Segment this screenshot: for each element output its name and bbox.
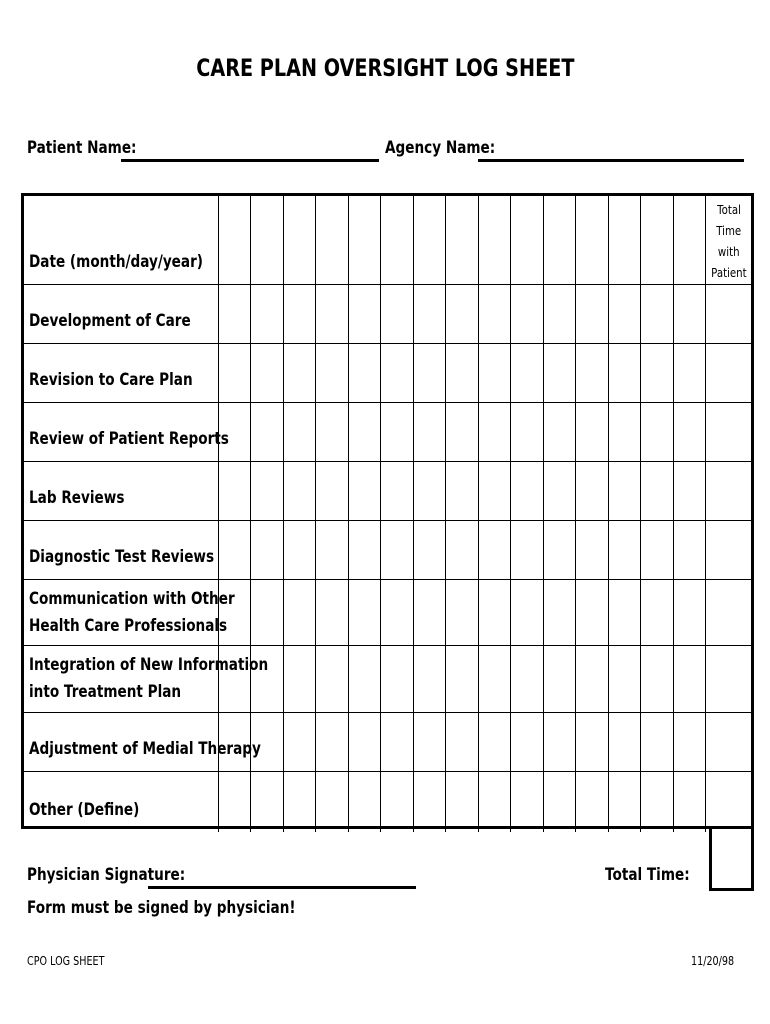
entry-cell[interactable]	[641, 646, 674, 713]
date-cell[interactable]	[478, 196, 511, 285]
entry-cell[interactable]	[608, 521, 641, 580]
agency-name-field[interactable]	[478, 159, 744, 162]
total-time-cell[interactable]	[706, 403, 751, 462]
entry-cell[interactable]	[608, 285, 641, 344]
entry-cell[interactable]	[316, 580, 349, 646]
entry-cell[interactable]	[543, 521, 576, 580]
entry-cell[interactable]	[413, 285, 446, 344]
entry-cell[interactable]	[478, 646, 511, 713]
entry-cell[interactable]	[381, 646, 414, 713]
entry-cell[interactable]	[316, 403, 349, 462]
entry-cell[interactable]	[543, 462, 576, 521]
entry-cell[interactable]	[446, 344, 479, 403]
entry-cell[interactable]	[478, 580, 511, 646]
entry-cell[interactable]	[641, 580, 674, 646]
entry-cell[interactable]	[641, 285, 674, 344]
entry-cell[interactable]	[348, 646, 381, 713]
entry-cell[interactable]	[316, 285, 349, 344]
entry-cell[interactable]	[478, 285, 511, 344]
entry-cell[interactable]	[673, 646, 706, 713]
entry-cell[interactable]	[673, 344, 706, 403]
entry-cell[interactable]	[576, 285, 609, 344]
table-row	[24, 772, 751, 832]
entry-cell[interactable]	[641, 713, 674, 772]
date-cell[interactable]	[413, 196, 446, 285]
table-row	[24, 344, 751, 403]
total-time-cell[interactable]	[706, 772, 751, 832]
entry-cell[interactable]	[576, 772, 609, 832]
row-label: Adjustment of Medial Therapy	[24, 713, 218, 772]
row-label: Development of Care	[24, 285, 218, 344]
entry-cell[interactable]	[283, 772, 316, 832]
entry-cell[interactable]	[381, 772, 414, 832]
total-time-cell[interactable]	[706, 462, 751, 521]
entry-cell[interactable]	[478, 344, 511, 403]
entry-cell[interactable]	[413, 580, 446, 646]
entry-cell[interactable]	[283, 646, 316, 713]
entry-cell[interactable]	[673, 462, 706, 521]
entry-cell[interactable]	[381, 580, 414, 646]
entry-cell[interactable]	[316, 521, 349, 580]
row-label: Revision to Care Plan	[24, 344, 218, 403]
entry-cell[interactable]	[218, 462, 251, 521]
entry-cell[interactable]	[413, 462, 446, 521]
entry-cell[interactable]	[478, 772, 511, 832]
entry-cell[interactable]	[511, 713, 544, 772]
entry-cell[interactable]	[381, 521, 414, 580]
entry-cell[interactable]	[673, 521, 706, 580]
page-title: CARE PLAN OVERSIGHT LOG SHEET	[195, 54, 575, 82]
entry-cell[interactable]	[381, 462, 414, 521]
table-row	[24, 285, 751, 344]
entry-cell[interactable]	[251, 772, 284, 832]
entry-cell[interactable]	[576, 646, 609, 713]
entry-cell[interactable]	[316, 646, 349, 713]
entry-cell[interactable]	[478, 403, 511, 462]
entry-cell[interactable]	[673, 285, 706, 344]
table-row	[24, 196, 751, 285]
entry-cell[interactable]	[446, 713, 479, 772]
date-cell[interactable]	[283, 196, 316, 285]
entry-cell[interactable]	[251, 462, 284, 521]
entry-cell[interactable]	[543, 772, 576, 832]
entry-cell[interactable]	[543, 344, 576, 403]
entry-cell[interactable]	[348, 772, 381, 832]
entry-cell[interactable]	[608, 403, 641, 462]
entry-cell[interactable]	[446, 462, 479, 521]
entry-cell[interactable]	[251, 521, 284, 580]
entry-cell[interactable]	[608, 713, 641, 772]
row-label: Lab Reviews	[24, 462, 218, 521]
entry-cell[interactable]	[381, 403, 414, 462]
date-cell[interactable]	[608, 196, 641, 285]
entry-cell[interactable]	[316, 344, 349, 403]
entry-cell[interactable]	[251, 344, 284, 403]
entry-cell[interactable]	[283, 580, 316, 646]
entry-cell[interactable]	[673, 713, 706, 772]
date-cell[interactable]	[381, 196, 414, 285]
entry-cell[interactable]	[511, 580, 544, 646]
entry-cell[interactable]	[316, 713, 349, 772]
log-grid	[21, 193, 754, 829]
entry-cell[interactable]	[446, 646, 479, 713]
total-time-cell[interactable]	[706, 713, 751, 772]
row-label: Date (month/day/year)	[24, 196, 218, 285]
entry-cell[interactable]	[446, 772, 479, 832]
entry-cell[interactable]	[641, 772, 674, 832]
entry-cell[interactable]	[511, 462, 544, 521]
entry-cell[interactable]	[348, 713, 381, 772]
entry-cell[interactable]	[641, 344, 674, 403]
signature-note: Form must be signed by physician!	[27, 898, 296, 918]
row-label: Diagnostic Test Reviews	[24, 521, 218, 580]
entry-cell[interactable]	[251, 285, 284, 344]
log-table	[24, 196, 751, 832]
entry-cell[interactable]	[283, 344, 316, 403]
entry-cell[interactable]	[673, 580, 706, 646]
row-label: Other (Define)	[24, 772, 218, 832]
entry-cell[interactable]	[608, 462, 641, 521]
date-cell[interactable]	[251, 196, 284, 285]
entry-cell[interactable]	[608, 580, 641, 646]
table-row	[24, 646, 751, 713]
total-time-cell[interactable]	[706, 344, 751, 403]
entry-cell[interactable]	[413, 772, 446, 832]
entry-cell[interactable]	[348, 285, 381, 344]
table-row	[24, 521, 751, 580]
entry-cell[interactable]	[543, 403, 576, 462]
table-row	[24, 403, 751, 462]
entry-cell[interactable]	[641, 462, 674, 521]
entry-cell[interactable]	[413, 713, 446, 772]
entry-cell[interactable]	[348, 462, 381, 521]
date-cell[interactable]	[316, 196, 349, 285]
entry-cell[interactable]	[576, 462, 609, 521]
date-cell[interactable]	[348, 196, 381, 285]
entry-cell[interactable]	[673, 772, 706, 832]
entry-cell[interactable]	[511, 646, 544, 713]
entry-cell[interactable]	[283, 521, 316, 580]
table-row	[24, 580, 751, 646]
total-time-box[interactable]	[709, 829, 754, 891]
entry-cell[interactable]	[478, 462, 511, 521]
entry-cell[interactable]	[446, 521, 479, 580]
entry-cell[interactable]	[478, 713, 511, 772]
entry-cell[interactable]	[608, 772, 641, 832]
form-date: 11/20/98	[691, 954, 735, 968]
entry-cell[interactable]	[381, 344, 414, 403]
entry-cell[interactable]	[478, 521, 511, 580]
entry-cell[interactable]	[381, 285, 414, 344]
entry-cell[interactable]	[348, 344, 381, 403]
entry-cell[interactable]	[283, 403, 316, 462]
entry-cell[interactable]	[283, 462, 316, 521]
entry-cell[interactable]	[576, 521, 609, 580]
entry-cell[interactable]	[283, 285, 316, 344]
entry-cell[interactable]	[251, 580, 284, 646]
total-time-cell[interactable]	[706, 646, 751, 713]
table-row	[24, 462, 751, 521]
date-cell[interactable]	[641, 196, 674, 285]
row-label: Review of Patient Reports	[24, 403, 218, 462]
entry-cell[interactable]	[348, 521, 381, 580]
date-cell[interactable]	[446, 196, 479, 285]
entry-cell[interactable]	[641, 521, 674, 580]
entry-cell[interactable]	[576, 403, 609, 462]
entry-cell[interactable]	[316, 462, 349, 521]
date-cell[interactable]	[511, 196, 544, 285]
entry-cell[interactable]	[348, 403, 381, 462]
entry-cell[interactable]	[543, 713, 576, 772]
physician-signature-label: Physician Signature:	[27, 865, 186, 885]
total-time-header: Total Time with Patient	[706, 196, 751, 285]
entry-cell[interactable]	[511, 403, 544, 462]
physician-signature-field[interactable]	[148, 886, 416, 889]
entry-cell[interactable]	[543, 646, 576, 713]
entry-cell[interactable]	[543, 580, 576, 646]
entry-cell[interactable]	[446, 285, 479, 344]
entry-cell[interactable]	[608, 646, 641, 713]
entry-cell[interactable]	[316, 772, 349, 832]
table-row	[24, 713, 751, 772]
entry-cell[interactable]	[511, 344, 544, 403]
total-time-cell[interactable]	[706, 285, 751, 344]
entry-cell[interactable]	[413, 344, 446, 403]
entry-cell[interactable]	[381, 713, 414, 772]
entry-cell[interactable]	[413, 403, 446, 462]
form-id: CPO LOG SHEET	[27, 954, 105, 968]
entry-cell[interactable]	[511, 521, 544, 580]
row-label: Integration of New Information into Treatment Plan	[24, 646, 218, 713]
entry-cell[interactable]	[413, 646, 446, 713]
entry-cell[interactable]	[511, 285, 544, 344]
entry-cell[interactable]	[576, 713, 609, 772]
total-time-cell[interactable]	[706, 521, 751, 580]
patient-name-label: Patient Name:	[27, 138, 137, 158]
entry-cell[interactable]	[608, 344, 641, 403]
entry-cell[interactable]	[446, 403, 479, 462]
entry-cell[interactable]	[543, 285, 576, 344]
total-time-cell[interactable]	[706, 580, 751, 646]
date-cell[interactable]	[576, 196, 609, 285]
row-label: Communication with Other Health Care Professionals	[24, 580, 218, 646]
entry-cell[interactable]	[511, 772, 544, 832]
patient-name-field[interactable]	[121, 159, 379, 162]
entry-cell[interactable]	[218, 772, 251, 832]
entry-cell[interactable]	[283, 713, 316, 772]
entry-cell[interactable]	[641, 403, 674, 462]
entry-cell[interactable]	[348, 580, 381, 646]
entry-cell[interactable]	[576, 580, 609, 646]
entry-cell[interactable]	[413, 521, 446, 580]
total-time-label: Total Time:	[605, 865, 690, 885]
agency-name-label: Agency Name:	[385, 138, 496, 158]
entry-cell[interactable]	[576, 344, 609, 403]
entry-cell[interactable]	[446, 580, 479, 646]
date-cell[interactable]	[673, 196, 706, 285]
entry-cell[interactable]	[673, 403, 706, 462]
entry-cell[interactable]	[251, 403, 284, 462]
date-cell[interactable]	[543, 196, 576, 285]
